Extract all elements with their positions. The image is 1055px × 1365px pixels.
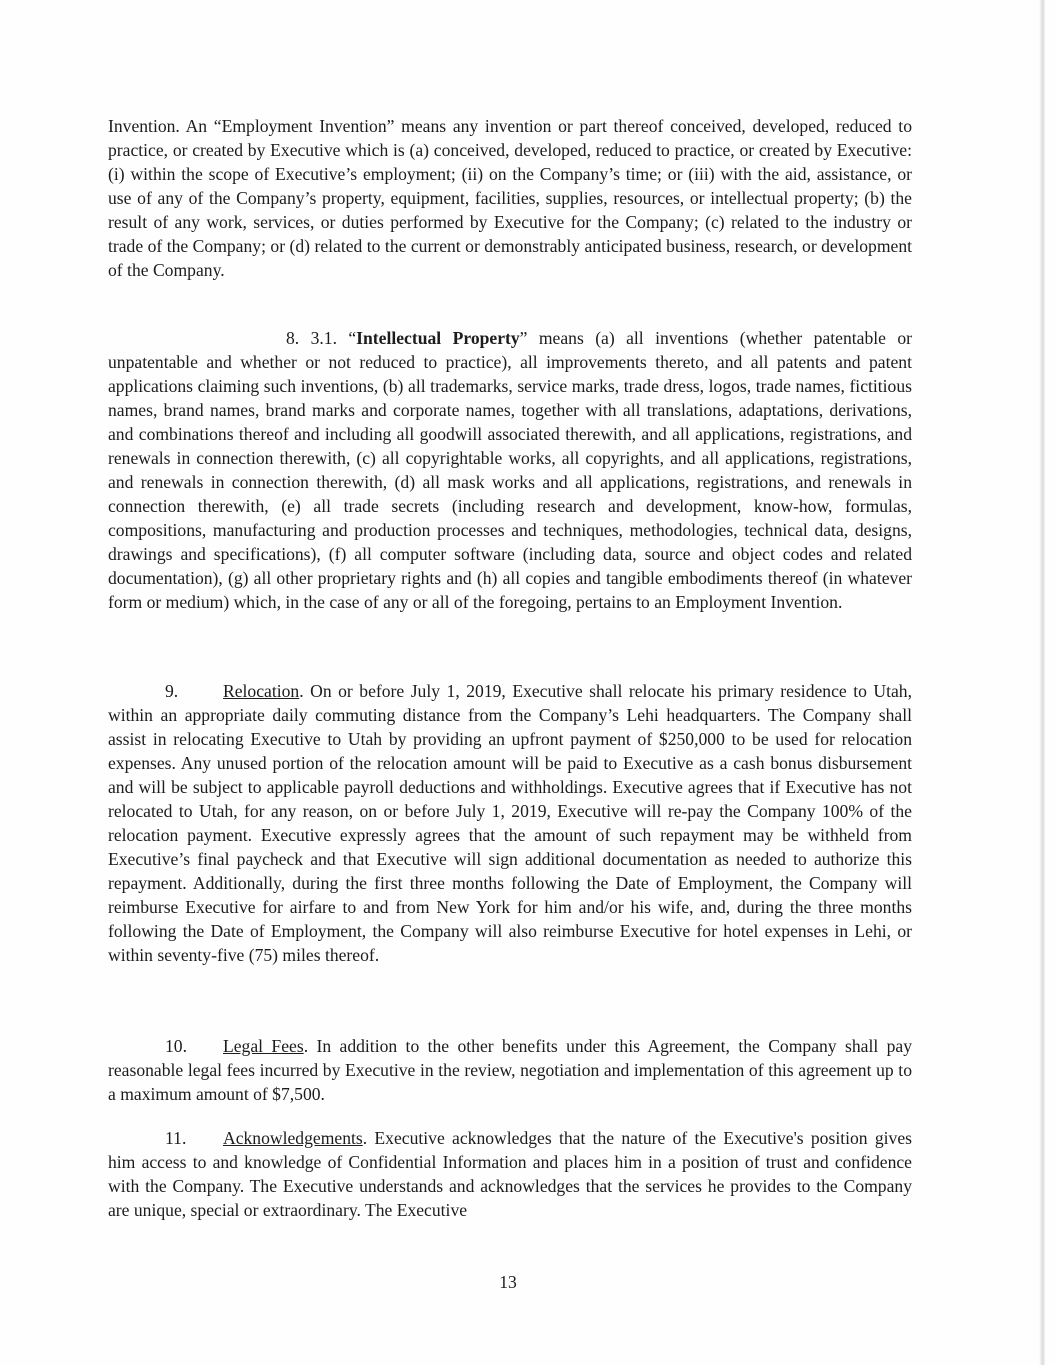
page-number: 13 (499, 1272, 517, 1292)
paragraph-text: In addition to the other benefits under this Agreement, the Company shall pay reasonable legal fees incurred by Executive in the review, negotiation and implementation of this agreement up to a maximum amount of $7,500. (108, 1036, 912, 1104)
heading-period: . (303, 1036, 309, 1056)
section-number: 8. 3.1. (286, 328, 337, 348)
section-heading: Relocation (223, 681, 300, 701)
open-quote: “ (336, 328, 357, 348)
section-number: 11. (165, 1128, 187, 1148)
heading-period: . (362, 1128, 368, 1148)
section-heading: Acknowledgements (223, 1128, 363, 1148)
paragraph-employment-invention (108, 114, 912, 282)
heading-period: . (299, 681, 304, 701)
paragraph-text: Executive acknowledges that the nature of the Executive's position gives him access to and knowledge of Confidential Information and places him in a position of trust and confidence with the Company. The Executive understands and acknowledges that the services he provides to the Company are unique, special or extraordinary. The Executive (108, 1128, 912, 1220)
paragraph-relocation (108, 679, 912, 967)
close-quote: ” (519, 328, 528, 348)
paragraph-acknowledgements (108, 1126, 912, 1222)
section-heading: Legal Fees (223, 1036, 304, 1056)
paragraph-text: Invention. An “Employment Invention” means any invention or part thereof conceived, developed, reduced to practice, or created by Executive which is (a) conceived, developed, reduced to practice, or created by Executive: (i) within the scope of Executive’s employment; (ii) on the Company’s time; or (iii) with the aid, assistance, or use of any of the Company’s property, equipment, facilities, supplies, resources, or intellectual property; (b) the result of any work, services, or duties performed by Executive for the Company; (c) related to the industry or trade of the Company; or (d) related to the current or demonstrably anticipated business, research, or development of the Company. (108, 116, 912, 280)
paragraph-intellectual-property (108, 326, 912, 614)
page-edge-shadow (1039, 0, 1045, 1365)
paragraph-text: means (a) all inventions (whether patentable or unpatentable and whether or not reduced to practice), all improvements thereto, and all patents and patent applications claiming such inventions, (b) all trademarks, service marks, trade dress, logos, trade names, fictitious names, brand names, brand marks and corporate names, together with all translations, adaptations, derivations, and combinations thereof and including all goodwill associated therewith, and all applications, registrations, and renewals in connection therewith, (c) all copyrightable works, all copyrights, and all applications, registrations, and renewals in connection therewith, (d) all mask works and all applications, registrations, and renewals in connection therewith, (e) all trade secrets (including research and development, know-how, formulas, compositions, manufacturing and production processes and techniques, methodologies, technical data, designs, drawings and specifications), (f) all computer software (including data, source and object codes and related documentation), (g) all other proprietary rights and (h) all copies and tangible embodiments thereof (in whatever form or medium) which, in the case of any or all of the foregoing, pertains to an Employment Invention. (108, 328, 912, 612)
section-number: 10. (165, 1036, 187, 1056)
paragraph-text: On or before July 1, 2019, Executive shall relocate his primary residence to Utah, within an appropriate daily commuting distance from the Company’s Lehi headquarters. The Company shall assist in relocating Executive to Utah by providing an upfront payment of $250,000 to be used for relocation expenses. Any unused portion of the relocation amount will be paid to Executive as a cash bonus disbursement and will be subject to applicable payroll deductions and withholdings. Executive agrees that if Executive has not relocated to Utah, for any reason, on or before July 1, 2019, Executive will re-pay the Company 100% of the relocation payment. Executive expressly agrees that the amount of such repayment may be withheld from Executive’s final paycheck and that Executive will sign additional documentation as needed to authorize this repayment. Additionally, during the first three months following the Date of Employment, the Company will reimburse Executive for airfare to and from New York for him and/or his wife, and, during the three months following the Date of Employment, the Company will also reimburse Executive for hotel expenses in Lehi, or within seventy-five (75) miles thereof. (108, 681, 912, 965)
paragraph-legal-fees (108, 1034, 912, 1106)
defined-term: Intellectual Property (356, 328, 520, 348)
section-number: 9. (165, 681, 179, 701)
